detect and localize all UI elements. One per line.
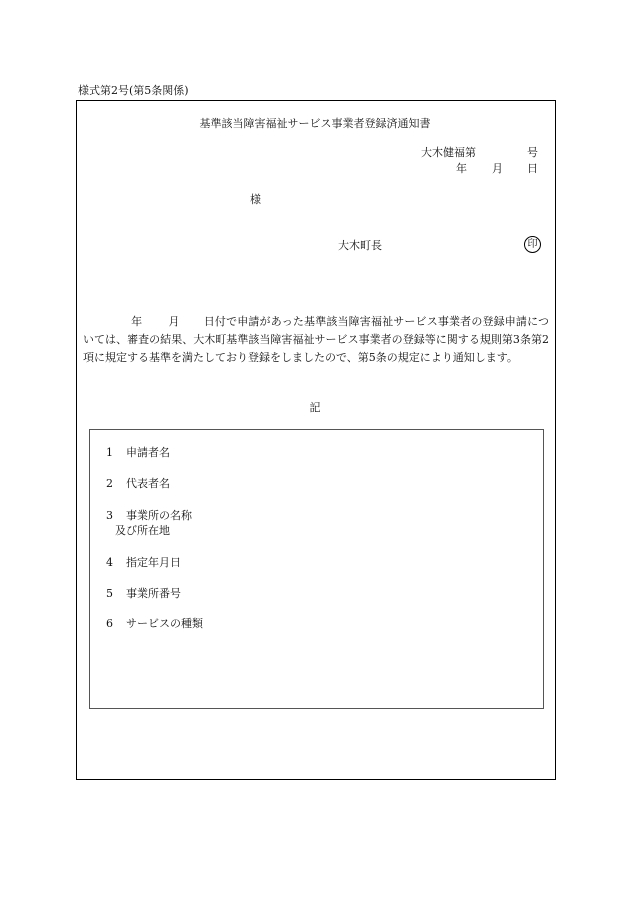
item-office-location: 及び所在地 bbox=[115, 524, 170, 537]
notice-body bbox=[83, 313, 549, 367]
item-applicant-name bbox=[106, 446, 170, 459]
mayor-title: 大木町長 bbox=[338, 239, 382, 252]
addressee-honorific: 様 bbox=[250, 193, 261, 206]
item-number: 5 bbox=[106, 587, 113, 600]
item-service-type bbox=[106, 617, 203, 630]
document-title: 基準該当障害福祉サービス事業者登録済通知書 bbox=[199, 117, 431, 130]
ki-heading: 記 bbox=[309, 401, 321, 414]
item-label: 指定年月日 bbox=[126, 556, 181, 569]
item-designation-date bbox=[106, 556, 181, 569]
body-month-label: 月 bbox=[168, 315, 180, 328]
date-month-label: 月 bbox=[492, 162, 503, 175]
item-label: 代表者名 bbox=[126, 477, 170, 490]
seal-mark: 印 bbox=[524, 236, 541, 253]
item-office-number bbox=[106, 587, 181, 600]
item-number: 3 bbox=[106, 509, 113, 522]
form-number: 様式第2号(第5条関係) bbox=[78, 84, 189, 97]
body-year-label: 年 bbox=[131, 315, 143, 328]
date-year-label: 年 bbox=[456, 162, 467, 175]
date-day-label: 日 bbox=[527, 162, 538, 175]
item-number: 2 bbox=[106, 477, 113, 490]
item-label: 事業所の名称 bbox=[126, 509, 192, 522]
issuer-number-suffix: 号 bbox=[527, 146, 538, 159]
item-label: 申請者名 bbox=[126, 446, 170, 459]
issuer-number-prefix: 大木健福第 bbox=[421, 146, 476, 159]
body-text: 日付で申請があった基準該当障害福祉サービス事業者の登録申請については、審査の結果、大木町基準該当障害福祉サービス事業者の登録等に関する規則第3条第2項に規定する基準を満たしており登録をしましたので、第5条の規定により通知します。 bbox=[83, 315, 550, 364]
item-number: 6 bbox=[106, 617, 113, 630]
item-number: 1 bbox=[106, 446, 113, 459]
item-representative-name bbox=[106, 477, 170, 490]
item-label: サービスの種類 bbox=[126, 617, 203, 630]
item-label: 事業所番号 bbox=[126, 587, 181, 600]
item-number: 4 bbox=[106, 556, 113, 569]
item-office-name bbox=[106, 509, 192, 522]
